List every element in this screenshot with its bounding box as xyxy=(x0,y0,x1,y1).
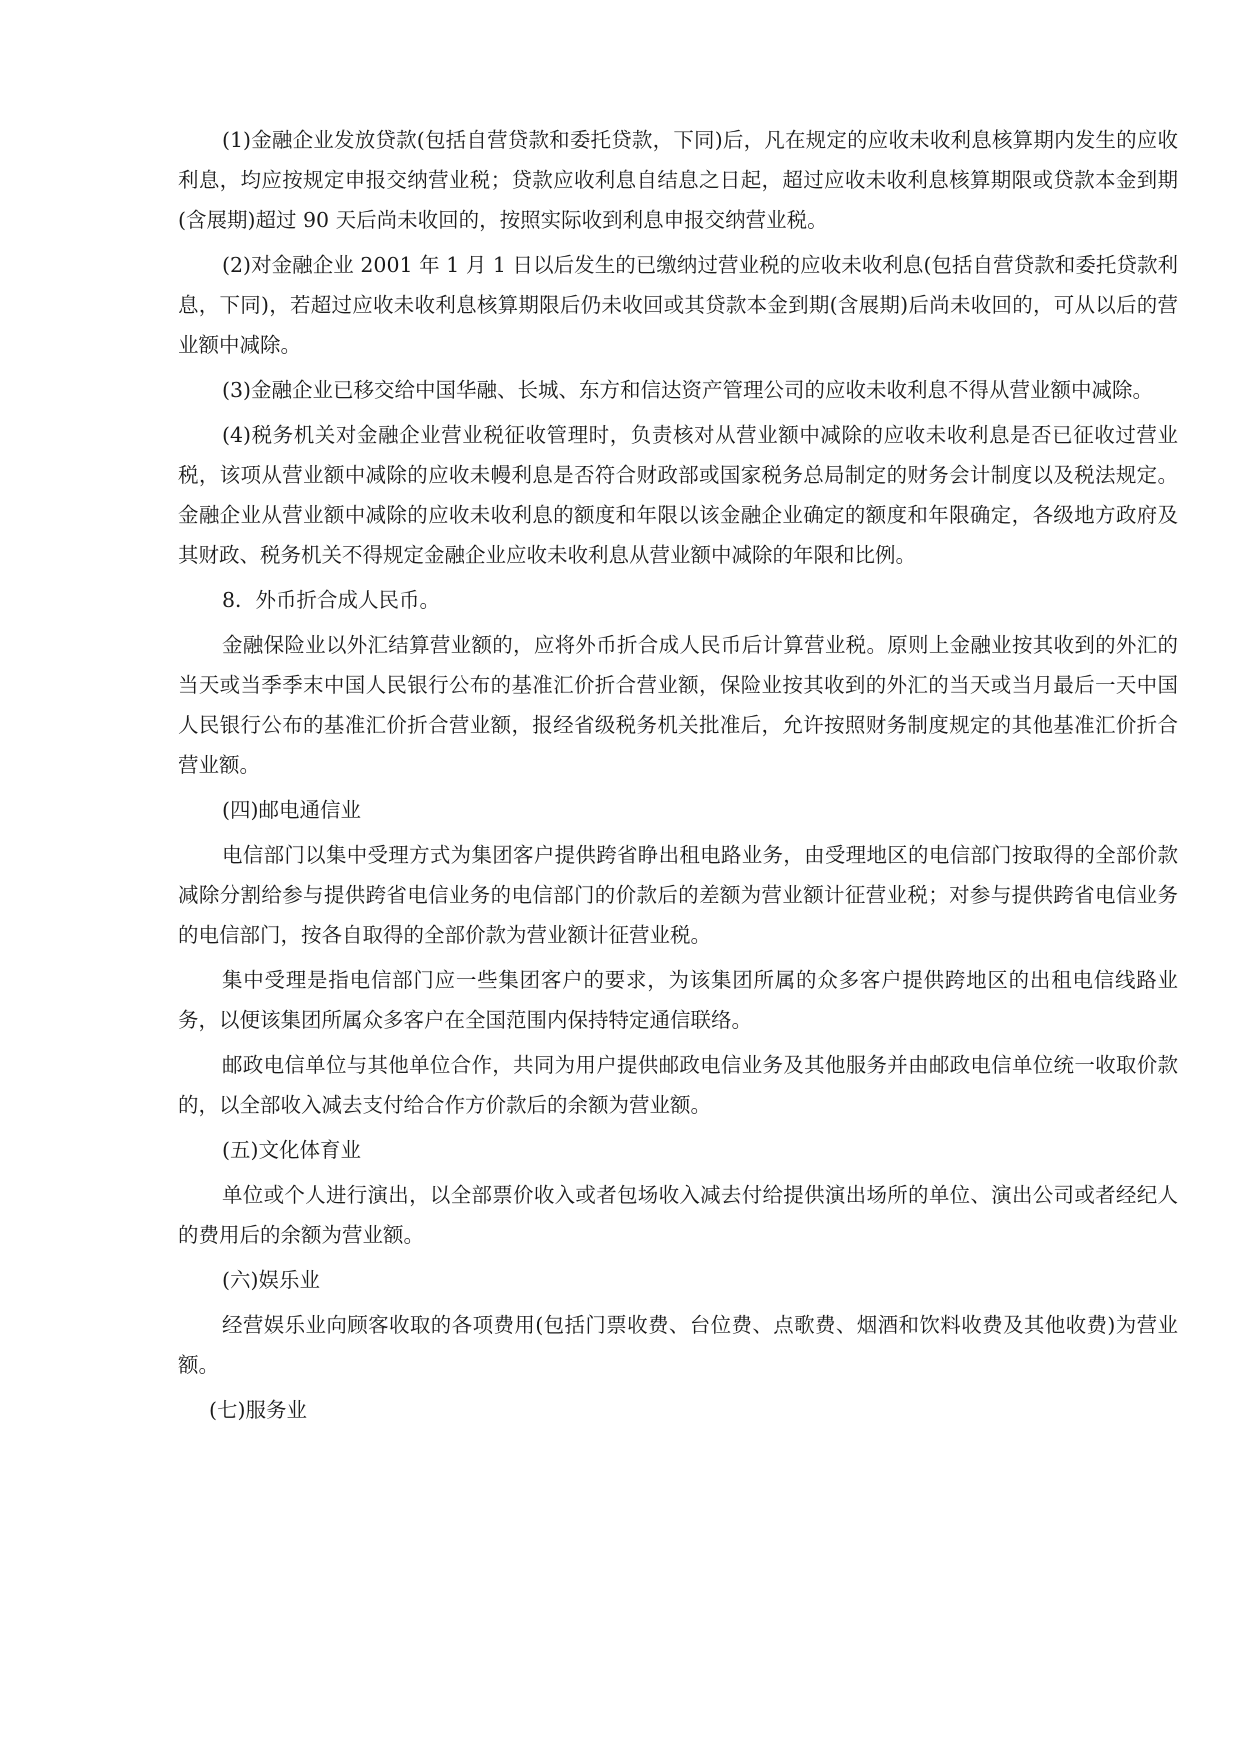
paragraph-entertainment: 经营娱乐业向顾客收取的各项费用(包括门票收费、台位费、点歌费、烟酒和饮料收费及其他收费)为营业额。 xyxy=(178,1313,1178,1377)
document-page xyxy=(178,120,1178,1435)
paragraph-foreign-currency: 金融保险业以外汇结算营业额的，应将外币折合成人民币后计算营业税。原则上金融业按其收到的外汇的当天或当季季末中国人民银行公布的基准汇价折合营业额，保险业按其收到的外汇的当天或当月最后一天中国人民银行公布的基准汇价折合营业额，报经省级税务机关批准后，允许按照财务制度规定的其他基准汇价折合营业额。 xyxy=(178,633,1178,777)
paragraph-telecom-3: 邮政电信单位与其他单位合作，共同为用户提供邮政电信业务及其他服务并由邮政电信单位统一收取价款的，以全部收入减去支付给合作方价款后的余额为营业额。 xyxy=(178,1053,1178,1117)
paragraph-interest-4: (4)税务机关对金融企业营业税征收管理时，负责核对从营业额中减除的应收未收利息是否已征收过营业税，该项从营业额中减除的应收未幔利息是否符合财政部或国家税务总局制定的财务会计制度以及税法规定。金融企业从营业额中减除的应收未收利息的额度和年限以该金融企业确定的额度和年限确定，各级地方政府及其财政、税务机关不得规定金融企业应收未收利息从营业额中减除的年限和比例。 xyxy=(178,423,1178,567)
section-heading-entertainment: (六)娱乐业 xyxy=(222,1268,320,1292)
paragraph-culture-sports: 单位或个人进行演出，以全部票价收入或者包场收入减去付给提供演出场所的单位、演出公司或者经纪人的费用后的余额为营业额。 xyxy=(178,1183,1178,1247)
section-heading-services: (七)服务业 xyxy=(209,1398,307,1422)
section-heading-telecom: (四)邮电通信业 xyxy=(222,798,361,822)
section-heading-culture-sports: (五)文化体育业 xyxy=(222,1138,361,1162)
paragraph-telecom-2: 集中受理是指电信部门应一些集团客户的要求，为该集团所属的众多客户提供跨地区的出租电信线路业务，以便该集团所属众多客户在全国范围内保持特定通信联络。 xyxy=(178,968,1178,1032)
section-heading-foreign-currency: 8．外币折合成人民币。 xyxy=(222,588,441,612)
paragraph-interest-1: (1)金融企业发放贷款(包括自营贷款和委托贷款，下同)后，凡在规定的应收未收利息核算期内发生的应收利息，均应按规定申报交纳营业税；贷款应收利息自结息之日起，超过应收未收利息核算期限或贷款本金到期(含展期)超过 90 天后尚未收回的，按照实际收到利息申报交纳营业税。 xyxy=(178,128,1178,232)
paragraph-telecom-1: 电信部门以集中受理方式为集团客户提供跨省睁出租电路业务，由受理地区的电信部门按取得的全部价款减除分割给参与提供跨省电信业务的电信部门的价款后的差额为营业额计征营业税；对参与提供跨省电信业务的电信部门，按各自取得的全部价款为营业额计征营业税。 xyxy=(178,843,1178,947)
paragraph-interest-3: (3)金融企业已移交给中国华融、长城、东方和信达资产管理公司的应收未收利息不得从营业额中减除。 xyxy=(222,378,1154,402)
paragraph-interest-2: (2)对金融企业 2001 年 1 月 1 日以后发生的已缴纳过营业税的应收未收利息(包括自营贷款和委托贷款利息，下同)，若超过应收未收利息核算期限后仍未收回或其贷款本金到期(含展期)后尚未收回的，可从以后的营业额中减除。 xyxy=(178,253,1178,357)
